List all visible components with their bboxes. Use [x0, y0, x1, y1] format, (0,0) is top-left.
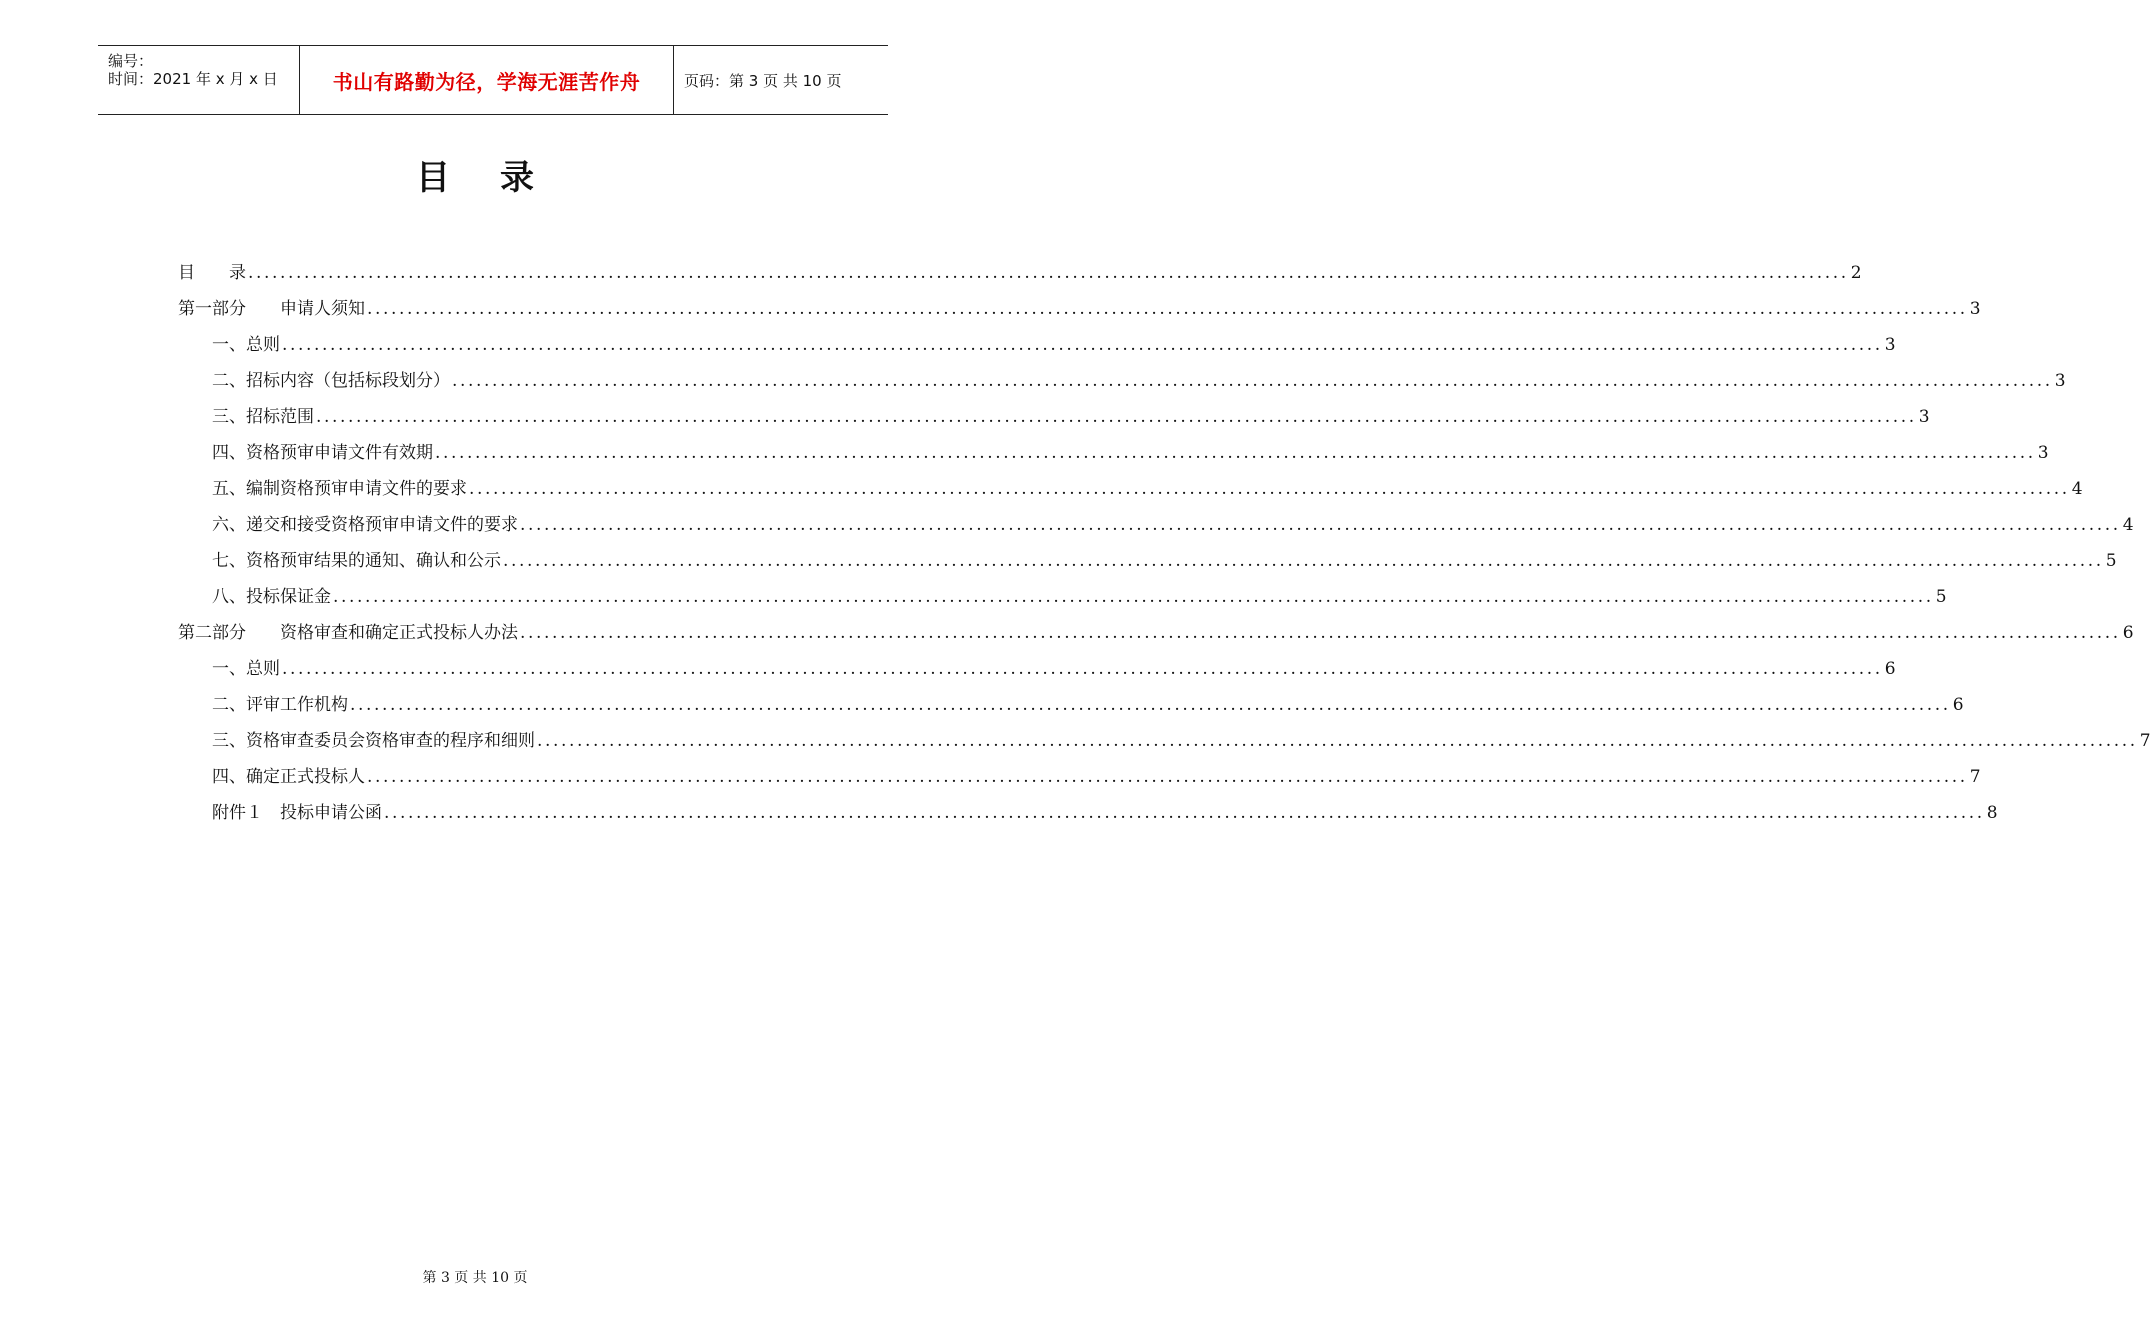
toc-entry[interactable] [178, 716, 2151, 752]
toc-leader-dots: ........................................................................................................................................................................................................ [435, 443, 2036, 463]
toc-title [0, 150, 950, 199]
toc-leader-dots: ........................................................................................................................................................................................................ [316, 407, 1917, 427]
toc-entry-text: 五、编制资格预审申请文件的要求 [212, 479, 467, 499]
toc-entry[interactable] [178, 788, 1998, 824]
toc-entry[interactable] [178, 284, 1981, 320]
toc-entry[interactable] [178, 428, 2049, 464]
toc-entry-page: 6 [1952, 695, 1964, 715]
toc-entry[interactable] [178, 572, 1947, 608]
toc-entry[interactable] [178, 536, 2117, 572]
toc-entry-text: 三、资格审查委员会资格审查的程序和细则 [212, 731, 535, 751]
toc-leader-dots: ........................................................................................................................................................................................................ [384, 803, 1985, 823]
table-of-contents [178, 248, 2151, 824]
toc-leader-dots: ........................................................................................................................................................................................................ [503, 551, 2104, 571]
toc-entry-text: 第一部分 申请人须知 [178, 299, 365, 319]
toc-entry-text: 四、确定正式投标人 [212, 767, 365, 787]
header-page-cell [674, 46, 888, 114]
toc-entry-text: 八、投标保证金 [212, 587, 331, 607]
toc-entry-page: 4 [2122, 515, 2134, 535]
toc-entry-text: 一、总则 [212, 335, 280, 355]
toc-entry[interactable] [178, 248, 1862, 284]
toc-entry-page: 4 [2071, 479, 2083, 499]
header-motto: 书山有路勤为径，学海无涯苦作舟 [332, 69, 641, 94]
toc-entry-text: 三、招标范围 [212, 407, 314, 427]
page-header [98, 45, 888, 115]
toc-leader-dots: ........................................................................................................................................................................................................ [469, 479, 2070, 499]
toc-leader-dots: ........................................................................................................................................................................................................ [350, 695, 1951, 715]
header-motto-cell [300, 46, 674, 114]
header-number-label: 编号： [108, 52, 154, 70]
toc-leader-dots: ........................................................................................................................................................................................................ [520, 515, 2121, 535]
toc-entry-text: 四、资格预审申请文件有效期 [212, 443, 433, 463]
toc-entry-text: 目 录 [178, 263, 246, 283]
header-meta-cell [98, 46, 300, 114]
toc-entry-text: 七、资格预审结果的通知、确认和公示 [212, 551, 501, 571]
toc-entry[interactable] [178, 680, 1964, 716]
header-date-label: 时间：2021 年 x 月 x 日 [108, 70, 278, 88]
toc-entry-page: 3 [1918, 407, 1930, 427]
toc-entry-text: 附件１ 投标申请公函 [212, 803, 382, 823]
toc-title-part-1: 目 [416, 158, 450, 198]
toc-leader-dots: ........................................................................................................................................................................................................ [282, 659, 1883, 679]
toc-entry[interactable] [178, 500, 2134, 536]
toc-leader-dots: ........................................................................................................................................................................................................ [537, 731, 2138, 751]
toc-entry-text: 六、递交和接受资格预审申请文件的要求 [212, 515, 518, 535]
toc-entry-page: 7 [1969, 767, 1981, 787]
toc-entry[interactable] [178, 644, 1896, 680]
toc-leader-dots: ........................................................................................................................................................................................................ [282, 335, 1883, 355]
toc-leader-dots: ........................................................................................................................................................................................................ [367, 299, 1968, 319]
toc-title-part-2: 录 [500, 158, 534, 198]
toc-entry[interactable] [178, 320, 1896, 356]
toc-leader-dots: ........................................................................................................................................................................................................ [333, 587, 1934, 607]
toc-entry[interactable] [178, 464, 2083, 500]
toc-entry-page: 5 [1935, 587, 1947, 607]
toc-entry-page: 7 [2139, 731, 2151, 751]
toc-entry-text: 一、总则 [212, 659, 280, 679]
toc-leader-dots: ........................................................................................................................................................................................................ [452, 371, 2053, 391]
toc-entry-page: 3 [2054, 371, 2066, 391]
toc-entry-page: 6 [1884, 659, 1896, 679]
toc-entry-page: 2 [1850, 263, 1862, 283]
toc-entry[interactable] [178, 392, 1930, 428]
toc-entry[interactable] [178, 608, 2134, 644]
toc-entry-page: 5 [2105, 551, 2117, 571]
header-page-info: 页码：第 3 页 共 10 页 [684, 71, 842, 90]
toc-entry[interactable] [178, 356, 2066, 392]
toc-entry-text: 二、招标内容（包括标段划分） [212, 371, 450, 391]
toc-entry[interactable] [178, 752, 1981, 788]
toc-entry-page: 3 [2037, 443, 2049, 463]
toc-entry-text: 第二部分 资格审查和确定正式投标人办法 [178, 623, 518, 643]
page-footer: 第 3 页 共 10 页 [422, 1270, 528, 1286]
toc-entry-text: 二、评审工作机构 [212, 695, 348, 715]
toc-entry-page: 6 [2122, 623, 2134, 643]
toc-entry-page: 3 [1884, 335, 1896, 355]
toc-leader-dots: ........................................................................................................................................................................................................ [367, 767, 1968, 787]
toc-entry-page: 3 [1969, 299, 1981, 319]
toc-leader-dots: ........................................................................................................................................................................................................ [520, 623, 2121, 643]
toc-entry-page: 8 [1986, 803, 1998, 823]
toc-leader-dots: ........................................................................................................................................................................................................ [248, 263, 1849, 283]
